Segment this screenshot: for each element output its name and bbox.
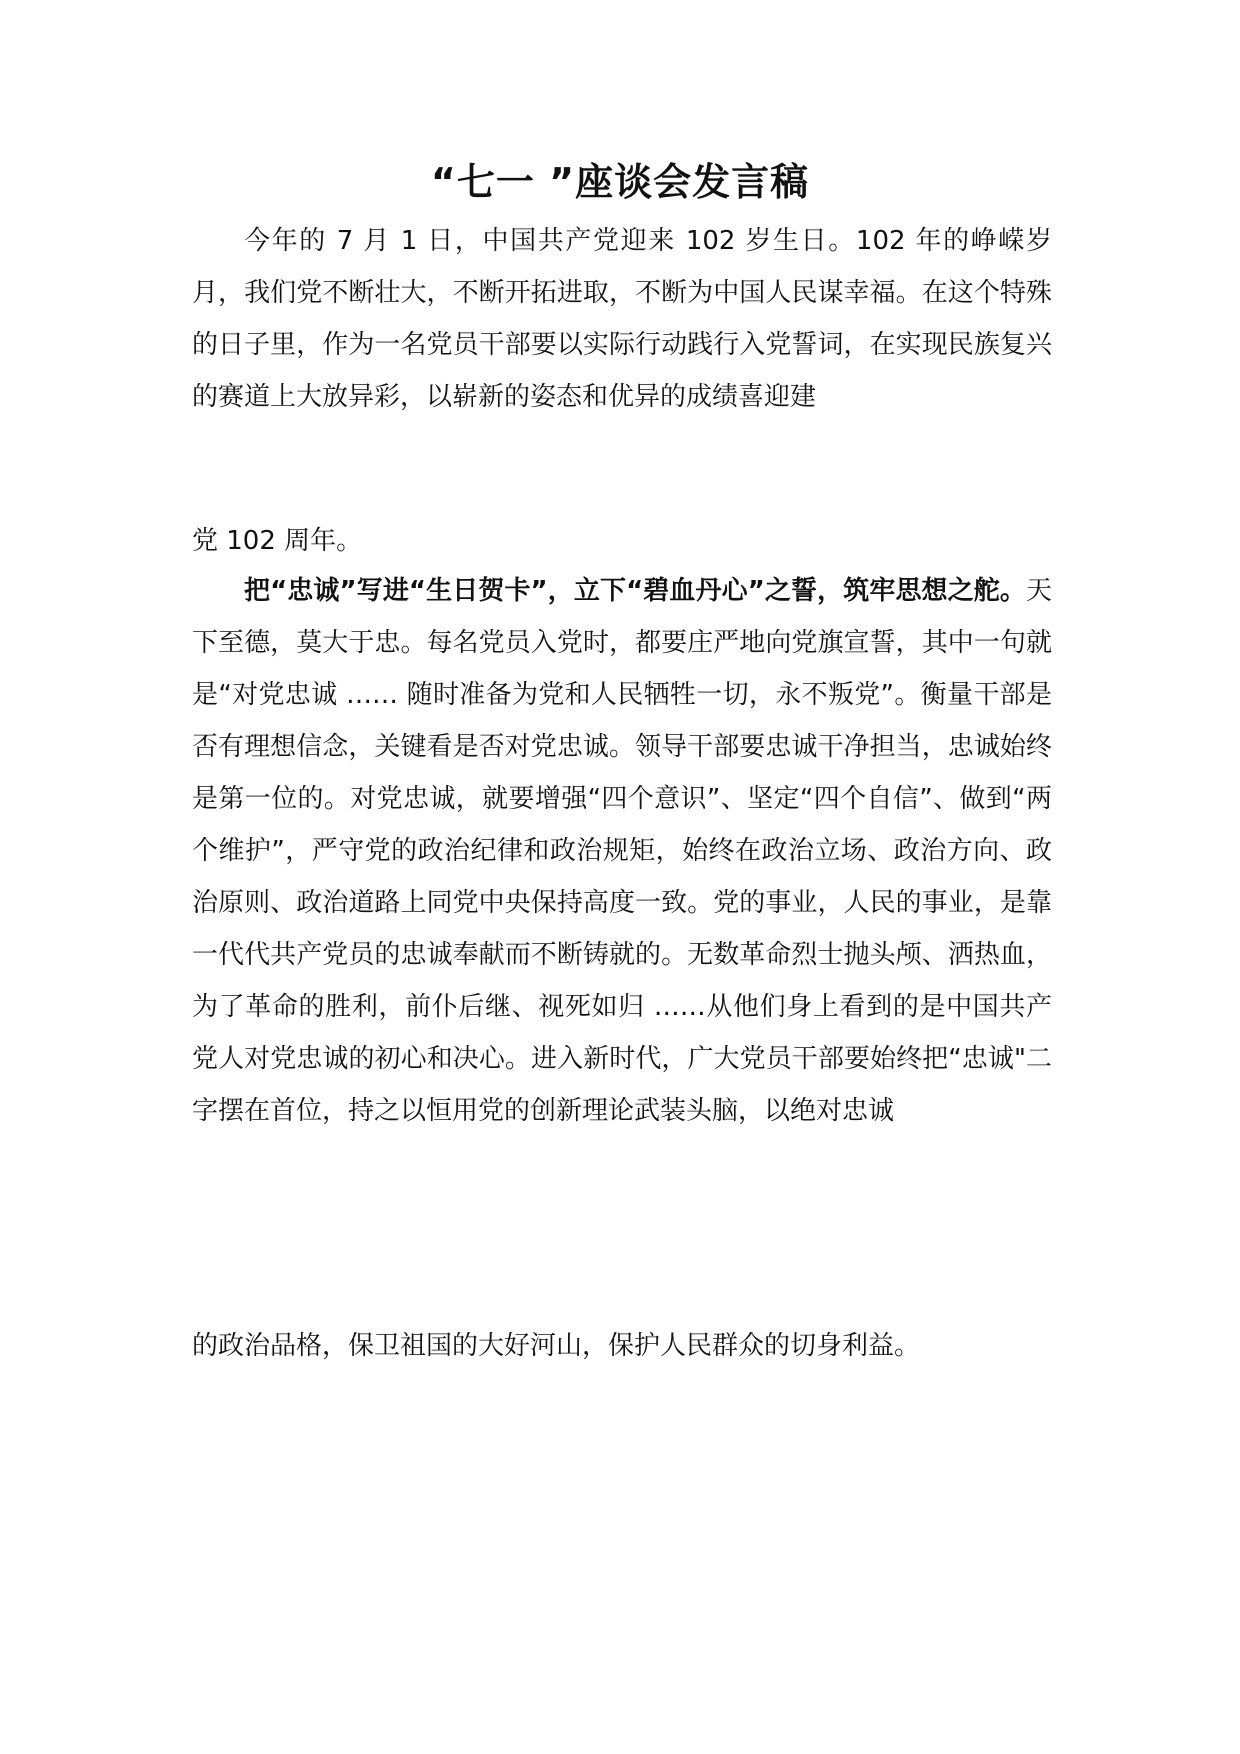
paragraph-2-body: 天下至德，莫大于忠。每名党员入党时，都要庄严地向党旗宣誓，其中一句就是“对党忠诚 …… 随时准备为党和人民牺牲一切，永不叛党”。衡量干部是否有理想信念，关键看是否对党忠诚。领导干部要忠诚干净担当，忠诚始终是第一位的。对党忠诚，就要增强“四个意识”、坚定“四个自信”、做到“两个维护”，严守党的政治纪律和政治规矩，始终在政治立场、政治方向、政治原则、政治道路上同党中央保持高度一致。党的事业，人民的事业，是靠一代代共产党员的忠诚奉献而不断铸就的。无数革命烈士抛头颅、洒热血，为了革命的胜利，前仆后继、视死如归 ……从他们身上看到的是中国共产党人对党忠诚的初心和决心。进入新时代，广大党员干部要始终把“忠诚"二字摆在首位，持之以恒用党的创新理论武装头脑，以绝对忠诚	[192, 576, 1052, 1126]
paragraph-2	[192, 565, 1052, 1137]
document-title: “七一 ”座谈会发言稿	[430, 160, 810, 204]
paragraph-2-tail: 的政治品格，保卫祖国的大好河山，保护人民群众的切身利益。	[192, 1331, 921, 1361]
paragraph-2-lead: 把“忠诚”写进“生日贺卡”，立下“碧血丹心”之誓，筑牢思想之舵。	[244, 576, 1026, 606]
paragraph-1-tail: 党 102 周年。	[192, 526, 363, 556]
paragraph-1: 今年的 7 月 1 日，中国共产党迎来 102 岁生日。102 年的峥嵘岁月，我们党不断壮大，不断开拓进取，不断为中国人民谋幸福。在这个特殊的日子里，作为一名党员干部要以实际行动践行入党誓词，在实现民族复兴的赛道上大放异彩，以崭新的姿态和优异的成绩喜迎建	[192, 226, 1052, 412]
